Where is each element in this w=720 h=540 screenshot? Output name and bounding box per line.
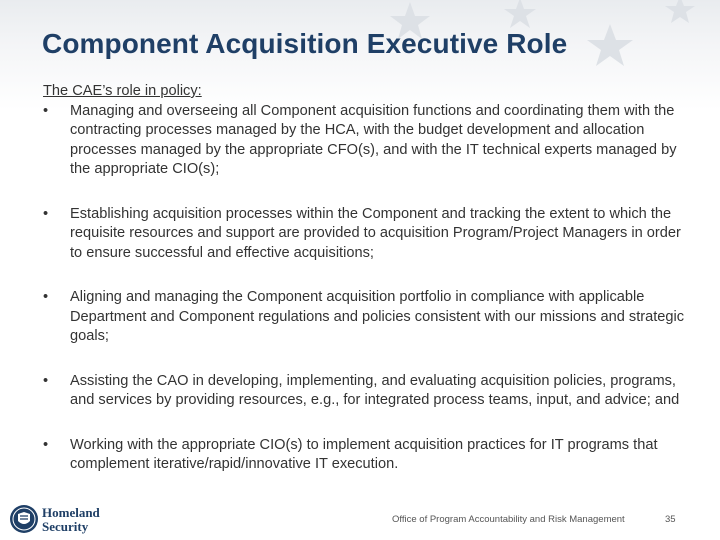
logo-line2: Security [42, 519, 89, 534]
bullet-text: Aligning and managing the Component acquisition portfolio in compliance with applicable Department and Component regulations and policies consistent with our missions and strategic goals; [70, 289, 685, 344]
bullet-dot: • [43, 436, 49, 453]
bullet-dot: • [43, 372, 49, 389]
intro-text: The CAE’s role in policy: [43, 83, 202, 99]
bullet-item [43, 436, 693, 475]
bullet-list [43, 102, 693, 475]
dhs-seal-icon [10, 505, 38, 533]
bullet-item [43, 288, 693, 347]
homeland-security-logo [8, 503, 118, 535]
logo-line1: Homeland [42, 505, 100, 520]
bullet-dot: • [43, 289, 49, 305]
bullet-dot: • [43, 205, 49, 222]
slide-body [43, 82, 693, 475]
bullet-item [43, 372, 693, 411]
bullet-text: Establishing acquisition processes within the Component and tracking the extent to which the requisite resources and support are provided to acquisition Program/Project Managers in order to ensure successful and effective acquisitions; [70, 205, 681, 261]
bullet-text: Managing and overseeing all Component acquisition functions and coordinating them with the contracting processes managed by the HCA, with the budget development and allocation processes managed by the appropriate CFO(s), and with the IT technical experts managed by the appropriate CIO(s); [70, 102, 677, 177]
page-number: 35 [665, 514, 676, 525]
bullet-text: Assisting the CAO in developing, implementing, and evaluating acquisition policies, programs, and services by providing resources, e.g., for integrated process teams, input, and advice; and [70, 372, 680, 408]
bullet-item [43, 102, 693, 180]
slide-title: Component Acquisition Executive Role [42, 28, 568, 59]
bullet-dot: • [43, 102, 49, 119]
footer-office-name: Office of Program Accountability and Risk Management [392, 514, 625, 525]
bullet-text: Working with the appropriate CIO(s) to implement acquisition practices for IT programs that complement iterative/rapid/innovative IT execution. [70, 436, 658, 472]
bullet-item [43, 205, 693, 264]
